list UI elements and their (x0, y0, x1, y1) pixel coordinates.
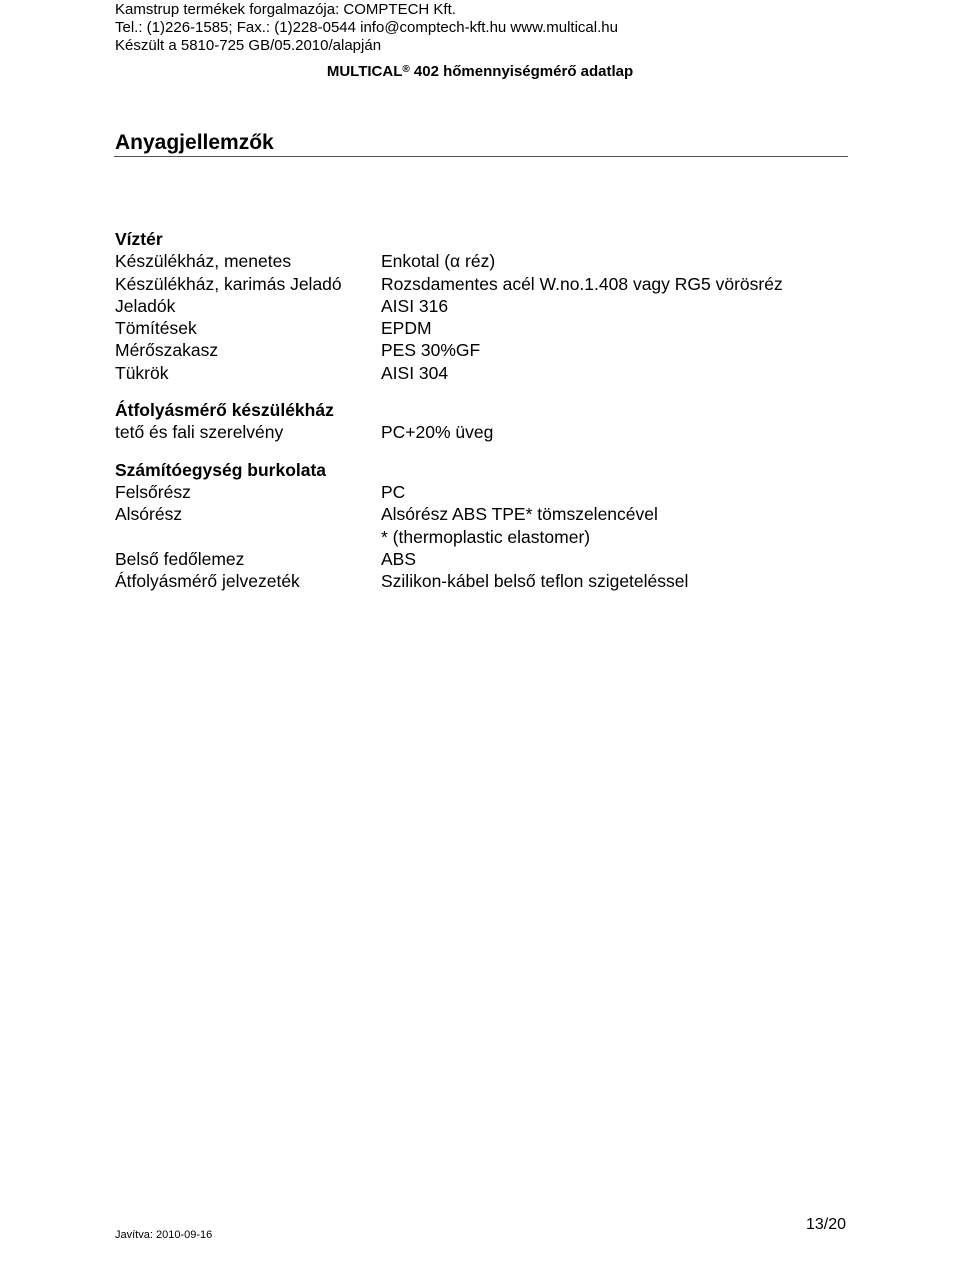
material-row (115, 295, 815, 317)
document-title (0, 62, 960, 84)
material-value: Szilikon-kábel belső teflon szigeteléssel (381, 571, 689, 592)
material-label: Tömítések (115, 318, 197, 339)
material-label: Jeladók (115, 295, 176, 316)
title-brand: MULTICAL (326, 63, 403, 80)
material-label: Átfolyásmérő jelvezeték (115, 571, 300, 592)
group-title-row (115, 459, 815, 481)
material-value: Alsórész ABS TPE* tömszelencével (381, 504, 658, 525)
material-row (115, 548, 815, 570)
material-value: PES 30%GF (381, 340, 481, 361)
material-value: AISI 304 (381, 362, 449, 383)
material-row (115, 503, 815, 525)
material-row (115, 250, 815, 272)
revision-date: Javítva: 2010-09-16 (115, 1229, 213, 1241)
section-heading: Anyagjellemzők (115, 131, 274, 154)
group-title-row (115, 228, 815, 250)
material-value: AISI 316 (381, 295, 449, 316)
header-company-line: Kamstrup termékek forgalmazója: COMPTECH Kft. (115, 1, 456, 18)
header-contact-line: Tel.: (1)226-1585; Fax.: (1)228-0544 info@comptech-kft.hu www.multical.hu (115, 19, 618, 36)
material-row (115, 421, 815, 443)
material-value: PC (381, 481, 406, 502)
material-value: PC+20% üveg (381, 422, 494, 443)
heading-underline (114, 156, 848, 157)
registered-mark: ® (402, 64, 410, 75)
group-spacer (115, 384, 815, 399)
group-title-row (115, 399, 815, 421)
material-footnote: * (thermoplastic elastomer) (381, 526, 591, 547)
material-label: Felsőrész (115, 481, 191, 502)
material-row (115, 570, 815, 592)
material-label: Készülékház, menetes (115, 251, 292, 272)
material-row (115, 526, 815, 548)
material-label: Mérőszakasz (115, 340, 219, 361)
material-label: Alsórész (115, 504, 183, 525)
material-row (115, 317, 815, 339)
material-label: Tükrök (115, 362, 169, 383)
material-row (115, 273, 815, 295)
header-source-line: Készült a 5810-725 GB/05.2010/alapján (115, 37, 382, 54)
group-spacer (115, 444, 815, 459)
material-value: ABS (381, 548, 417, 569)
material-label: Belső fedőlemez (115, 548, 245, 569)
group-title-atfolyas: Átfolyásmérő készülékház (115, 400, 334, 421)
title-rest: 402 hőmennyiségmérő adatlap (409, 63, 634, 80)
group-title-viztér: Víztér (115, 229, 163, 249)
materials-list (115, 228, 815, 592)
material-value: EPDM (381, 318, 432, 339)
group-title-szamito: Számítóegység burkolata (115, 459, 327, 480)
material-value: Rozsdamentes acél W.no.1.408 vagy RG5 vörösréz (381, 273, 783, 294)
material-row (115, 339, 815, 361)
material-label: Készülékház, karimás Jeladó (115, 273, 342, 294)
material-row (115, 481, 815, 503)
page-number: 13/20 (805, 1216, 846, 1233)
material-row (115, 362, 815, 384)
material-label: tető és fali szerelvény (115, 422, 284, 443)
material-value: Enkotal (α réz) (381, 251, 496, 272)
